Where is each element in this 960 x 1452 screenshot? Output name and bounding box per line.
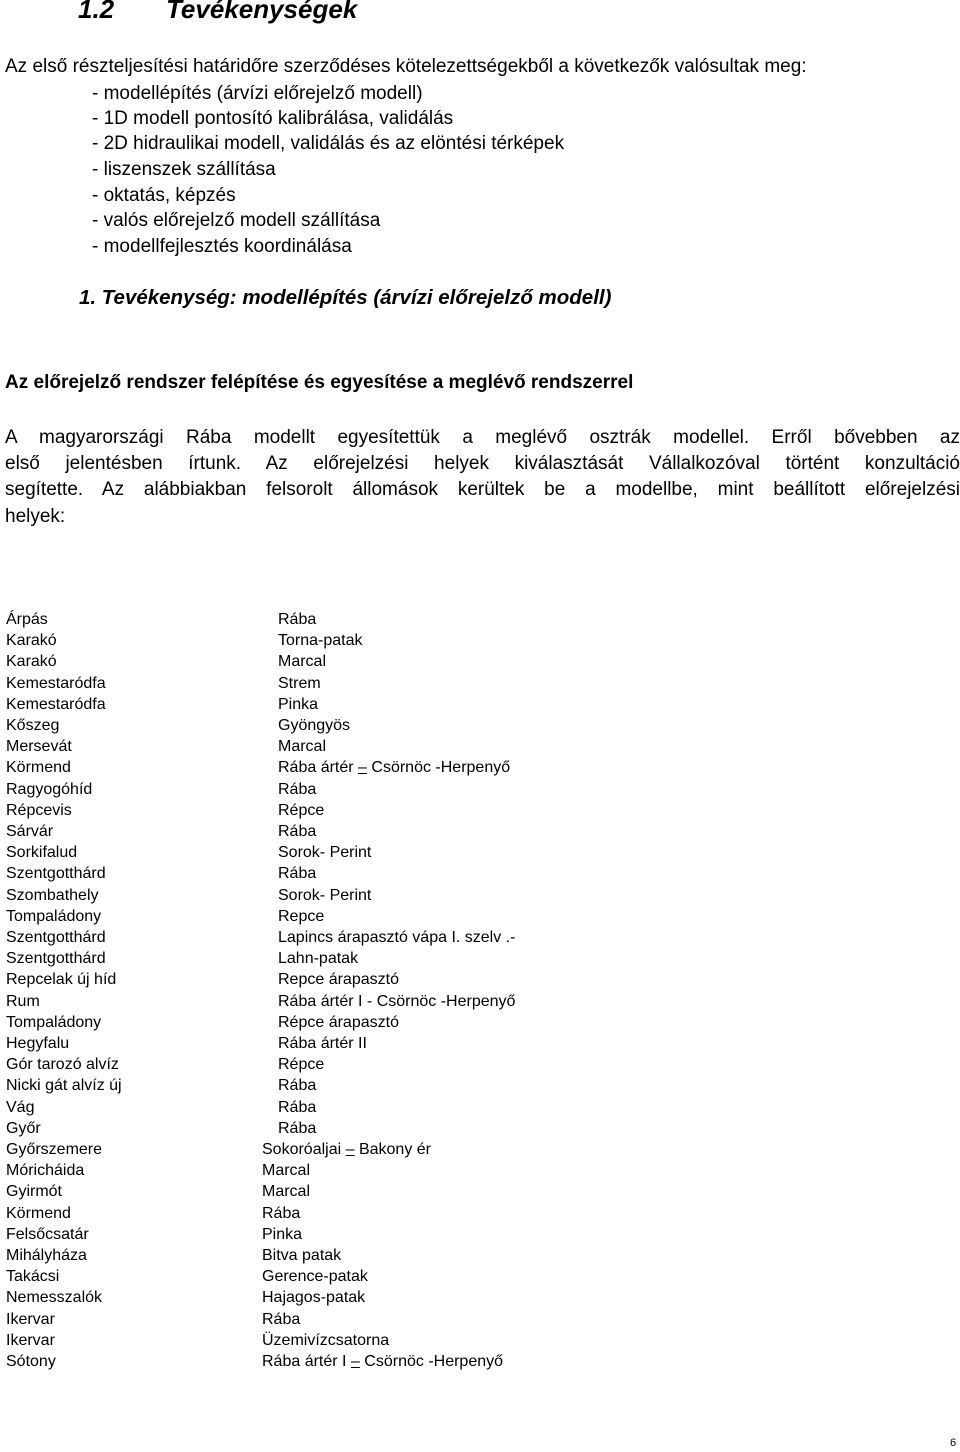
station-place: Mersevát <box>6 738 72 756</box>
station-river: Marcal <box>262 1183 311 1201</box>
station-river: Marcal <box>278 738 327 756</box>
station-river: Lahn-patak <box>278 950 359 968</box>
station-place: Kemestaródfa <box>6 674 106 692</box>
station-river: Repce <box>278 907 325 925</box>
station-place: Móricháida <box>6 1162 85 1180</box>
station-place: Gyirmót <box>6 1183 62 1201</box>
station-place: Nicki gát alvíz új <box>6 1077 122 1095</box>
station-river: Rába ártér I - Csörnöc -Herpenyő <box>278 992 516 1010</box>
station-river: Rába <box>262 1204 301 1222</box>
bullet-item: - 1D modell pontosító kalibrálása, validálás <box>92 108 454 129</box>
station-place: Hegyfalu <box>6 1035 70 1052</box>
station-river: Sorok- Perint <box>278 886 372 904</box>
station-river: Marcal <box>262 1162 311 1180</box>
station-river: Repce árapasztó <box>278 971 399 989</box>
station-place: Felsőcsatár <box>6 1225 89 1243</box>
station-place: Árpás <box>6 611 48 628</box>
station-place: Karakó <box>6 632 57 650</box>
station-river: Strem <box>278 674 321 692</box>
station-place: Repcelak új híd <box>6 971 117 989</box>
page-number: 6 <box>950 1437 957 1449</box>
station-river: Pinka <box>262 1225 303 1243</box>
station-river: Bitva patak <box>262 1247 342 1264</box>
station-river: Rába <box>262 1310 301 1328</box>
station-river: Hajagos-patak <box>262 1289 366 1307</box>
station-place: Vág <box>6 1098 35 1116</box>
station-river: Lapincs árapasztó vápa I. szelv .- <box>278 929 516 946</box>
station-place: Szombathely <box>6 886 99 904</box>
station-place: Tompaládony <box>6 1013 102 1031</box>
station-river: Rába <box>278 1098 317 1116</box>
station-river: Rába ártér I – Csörnöc -Herpenyő <box>262 1353 504 1370</box>
station-place: Gór tarozó alvíz <box>6 1056 119 1074</box>
activity-heading: 1. Tevékenység: modellépítés (árvízi előrejelző modell) <box>79 286 612 309</box>
station-place: Körmend <box>6 1204 71 1222</box>
station-place: Ikervar <box>6 1331 55 1349</box>
station-place: Körmend <box>6 759 71 777</box>
station-place: Győr <box>6 1119 41 1137</box>
station-river: Rába ártér – Csörnöc -Herpenyő <box>278 759 511 777</box>
section-number: 1.2 <box>78 0 115 24</box>
station-river: Sorok- Perint <box>278 844 372 862</box>
bullet-item: - liszenszek szállítása <box>92 159 276 180</box>
station-river: Rába <box>278 823 317 840</box>
station-place: Karakó <box>6 653 57 671</box>
station-river: Rába <box>278 611 317 628</box>
bullet-item: - modellfejlesztés koordinálása <box>92 236 352 257</box>
station-river: Torna-patak <box>278 632 363 650</box>
station-place: Tompaládony <box>6 907 102 925</box>
station-river: Sokoróaljai – Bakony ér <box>262 1141 431 1158</box>
station-place: Győrszemere <box>6 1141 103 1158</box>
station-place: Rum <box>6 992 40 1010</box>
station-river: Gyöngyös <box>278 717 351 734</box>
station-place: Szentgotthárd <box>6 865 106 883</box>
bullet-item: - modellépítés (árvízi előrejelző modell) <box>92 83 423 104</box>
station-place: Szentgotthárd <box>6 929 106 946</box>
station-river: Rába <box>278 1119 317 1137</box>
station-place: Kőszeg <box>6 717 60 734</box>
station-river: Répce <box>278 801 325 819</box>
intro-text: Az első részteljesítési határidőre szerződéses kötelezettségekből a következők valósultak meg: <box>5 56 807 77</box>
station-river: Pinka <box>278 695 319 713</box>
bullet-item: - valós előrejelző modell szállítása <box>92 210 381 231</box>
paragraph-line: segítette. Az alábbiakban felsorolt állomások kerültek be a modellbe, mint beállított előrejelzési <box>5 479 960 500</box>
station-place: Mihályháza <box>6 1247 87 1264</box>
section-heading <box>78 0 357 25</box>
subheading: Az előrejelző rendszer felépítése és egyesítése a meglévő rendszerrel <box>5 372 634 393</box>
station-river: Rába <box>278 780 317 798</box>
bullet-item: - 2D hidraulikai modell, validálás és az elöntési térképek <box>92 133 565 154</box>
station-place: Ragyogóhíd <box>6 780 93 798</box>
station-place: Répcevis <box>6 801 72 819</box>
paragraph-line: első jelentésben írtunk. Az előrejelzési helyek kiválasztását Vállalkozóval történt konzultáció <box>5 453 960 474</box>
bullet-item: - oktatás, képzés <box>92 185 236 206</box>
station-river: Répce <box>278 1056 325 1074</box>
station-place: Takácsi <box>6 1268 60 1286</box>
station-river: Üzemivízcsatorna <box>262 1331 390 1349</box>
station-place: Kemestaródfa <box>6 695 106 713</box>
station-river: Répce árapasztó <box>278 1013 399 1031</box>
station-place: Ikervar <box>6 1310 55 1328</box>
paragraph-line: helyek: <box>5 506 66 527</box>
station-place: Sorkifalud <box>6 844 78 862</box>
station-river: Rába <box>278 1077 317 1095</box>
station-place: Szentgotthárd <box>6 950 106 968</box>
station-river: Marcal <box>278 653 327 671</box>
station-place: Nemesszalók <box>6 1289 103 1307</box>
station-river: Rába ártér II <box>278 1035 367 1052</box>
section-title: Tevékenységek <box>166 0 358 24</box>
station-place: Sárvár <box>6 823 54 840</box>
station-place: Sótony <box>6 1353 56 1370</box>
paragraph-line: A magyarországi Rába modellt egyesítettük a meglévő osztrák modellel. Erről bővebben az <box>5 427 960 448</box>
station-river: Gerence-patak <box>262 1268 368 1286</box>
station-river: Rába <box>278 865 317 883</box>
